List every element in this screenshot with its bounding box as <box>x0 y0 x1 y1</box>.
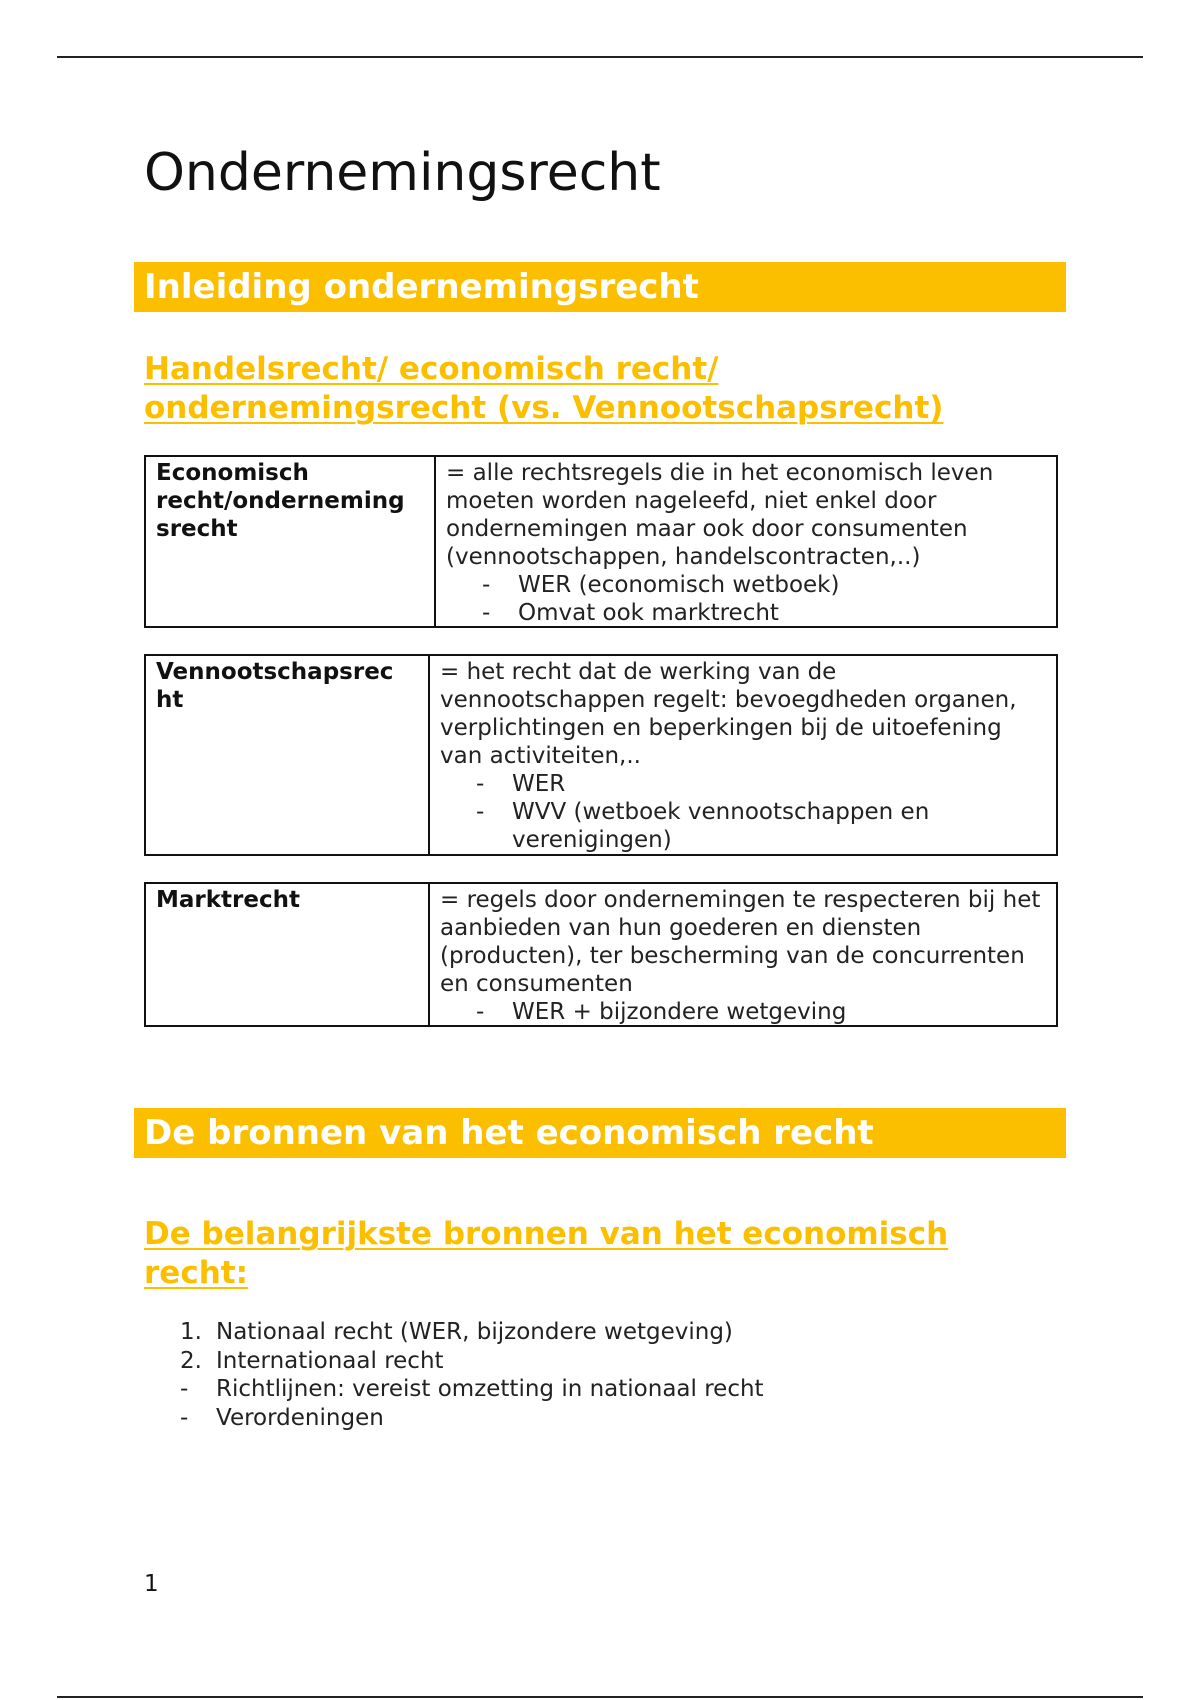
sources-list <box>176 1318 764 1432</box>
section-heading-bronnen: De bronnen van het economisch recht <box>134 1108 1066 1158</box>
term-line: recht/onderneming <box>156 488 405 514</box>
list-marker: 2. <box>180 1347 202 1374</box>
header-rule <box>57 56 1143 58</box>
subheading-line: De belangrijkste bronnen van het economisch <box>144 1216 949 1252</box>
subheading-handelsrecht <box>144 350 943 428</box>
document-title: Ondernemingsrecht <box>144 143 661 203</box>
list-item-text: Nationaal recht (WER, bijzondere wetgeving) <box>216 1319 733 1345</box>
bullet-item <box>440 798 1048 854</box>
subheading-line: ondernemingsrecht (vs. Vennootschapsrecht) <box>144 390 944 426</box>
term-line: Marktrecht <box>156 887 300 913</box>
bullet-text: Omvat ook marktrecht <box>518 600 779 626</box>
footer-rule <box>57 1696 1143 1698</box>
list-item <box>176 1375 764 1404</box>
list-item-text: Internationaal recht <box>216 1347 444 1374</box>
bullet-text: WER <box>512 771 566 797</box>
definition-term <box>146 457 436 626</box>
term-line: srecht <box>156 516 238 542</box>
term-line: ht <box>156 687 184 713</box>
list-marker: 1. <box>180 1319 202 1345</box>
definition-body <box>436 457 1056 626</box>
definition-term <box>146 656 430 854</box>
definition-bullets <box>440 770 1048 854</box>
dash-marker: - <box>476 999 485 1025</box>
bullet-item <box>440 998 1048 1026</box>
list-item <box>176 1318 764 1347</box>
definition-bullets <box>446 571 1048 627</box>
definition-table-economisch-recht <box>144 455 1058 628</box>
bullet-text: WVV (wetboek vennootschappen en verenigingen) <box>512 799 930 853</box>
page-number: 1 <box>144 1571 159 1597</box>
list-marker: - <box>180 1404 189 1431</box>
subheading-line: Handelsrecht/ economisch recht/ <box>144 351 719 387</box>
definition-text: = alle rechtsregels die in het economisch leven moeten worden nageleefd, niet enkel door ondernemingen maar ook door consumenten (vennootschappen, handelscontracten,..) <box>446 460 994 570</box>
subheading-line: recht: <box>144 1255 248 1291</box>
dash-marker: - <box>476 771 485 797</box>
definition-table-marktrecht <box>144 882 1058 1027</box>
bullet-item <box>440 770 1048 798</box>
subheading-belangrijkste-bronnen <box>144 1215 948 1293</box>
bullet-text: WER + bijzondere wetgeving <box>512 999 847 1025</box>
definition-bullets <box>440 998 1048 1026</box>
list-marker: - <box>180 1376 189 1402</box>
list-item-text: Verordeningen <box>216 1404 384 1431</box>
dash-marker: - <box>482 600 491 626</box>
definition-body <box>430 656 1056 854</box>
term-line: Vennootschapsrec <box>156 659 394 685</box>
list-item <box>176 1347 764 1376</box>
dash-marker: - <box>476 799 485 825</box>
bullet-text: WER (economisch wetboek) <box>518 572 840 598</box>
definition-term <box>146 884 430 1025</box>
definition-body <box>430 884 1056 1025</box>
term-line: Economisch <box>156 460 309 486</box>
list-item <box>176 1404 764 1433</box>
bullet-item <box>446 599 1048 627</box>
definition-text: = regels door ondernemingen te respecteren bij het aanbieden van hun goederen en diensten (producten), ter bescherming van de concurrenten en consumenten <box>440 887 1041 997</box>
definition-table-vennootschapsrecht <box>144 654 1058 856</box>
dash-marker: - <box>482 572 491 598</box>
section-heading-inleiding: Inleiding ondernemingsrecht <box>134 262 1066 312</box>
definition-text: = het recht dat de werking van de vennootschappen regelt: bevoegdheden organen, verplichtingen en beperkingen bij de uitoefening van activiteiten,.. <box>440 659 1017 769</box>
list-item-text: Richtlijnen: vereist omzetting in nationaal recht <box>216 1376 764 1402</box>
bullet-item <box>446 571 1048 599</box>
